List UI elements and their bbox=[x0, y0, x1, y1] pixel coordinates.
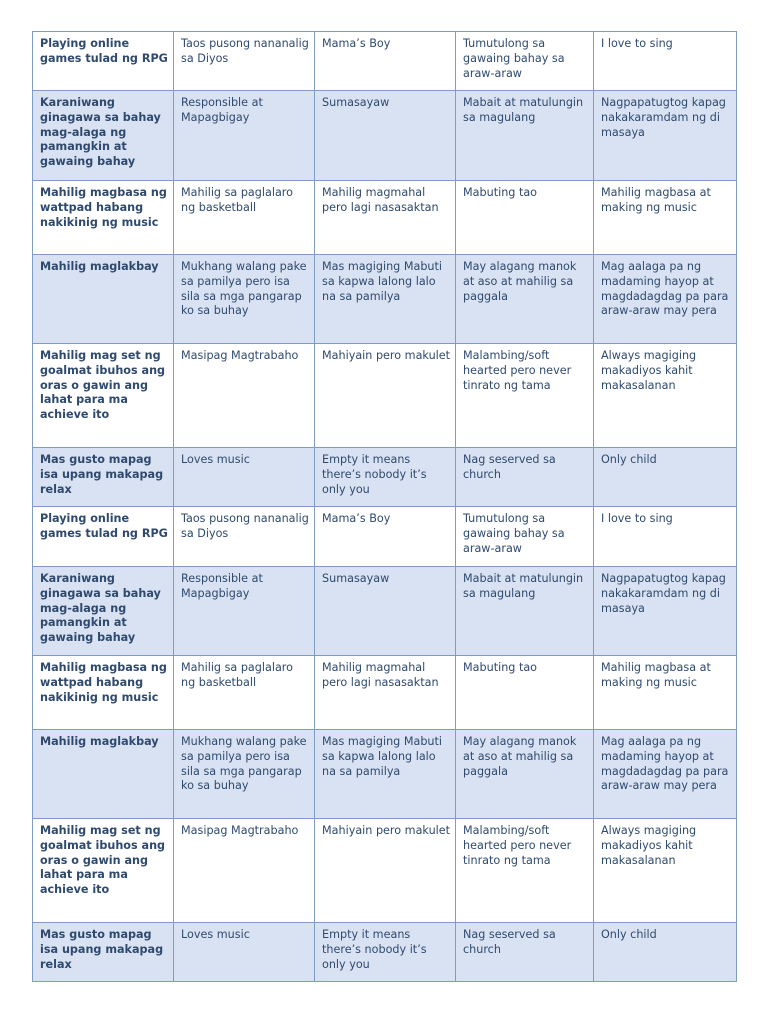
table-cell: Nag seserved sa church bbox=[456, 448, 594, 507]
table-row bbox=[33, 656, 737, 730]
table-cell: Playing online games tulad ng RPG bbox=[33, 507, 174, 567]
table-cell: Tumutulong sa gawaing bahay sa araw-araw bbox=[456, 32, 594, 91]
table-row bbox=[33, 507, 737, 567]
table-cell: Mas gusto mapag isa upang makapag relax bbox=[33, 448, 174, 507]
table-row bbox=[33, 255, 737, 344]
trait-bingo-table bbox=[32, 31, 737, 982]
table-cell: Mabait at matulungin sa magulang bbox=[456, 567, 594, 656]
table-cell: Mas gusto mapag isa upang makapag relax bbox=[33, 923, 174, 982]
table-cell: Mahilig magbasa ng wattpad habang nakikinig ng music bbox=[33, 181, 174, 255]
table-cell: Taos pusong nananalig sa Diyos bbox=[174, 507, 315, 567]
table-cell: Loves music bbox=[174, 923, 315, 982]
table-cell: Taos pusong nananalig sa Diyos bbox=[174, 32, 315, 91]
table-cell: I love to sing bbox=[594, 32, 737, 91]
table-row bbox=[33, 91, 737, 181]
table-cell: Mag aalaga pa ng madaming hayop at magdadagdag pa para araw-araw may pera bbox=[594, 255, 737, 344]
table-cell: Nagpapatugtog kapag nakakaramdam ng di masaya bbox=[594, 91, 737, 181]
table-cell: Nagpapatugtog kapag nakakaramdam ng di masaya bbox=[594, 567, 737, 656]
table-cell: Mahilig magbasa at making ng music bbox=[594, 181, 737, 255]
table-cell: Malambing/soft hearted pero never tinrato ng tama bbox=[456, 344, 594, 448]
table-cell: Mahiyain pero makulet bbox=[315, 344, 456, 448]
table-row bbox=[33, 730, 737, 819]
table-cell: Mas magiging Mabuti sa kapwa lalong lalo na sa pamilya bbox=[315, 255, 456, 344]
table-body bbox=[33, 32, 737, 982]
table-cell: Always magiging makadiyos kahit makasalanan bbox=[594, 819, 737, 923]
table-cell: Mukhang walang pake sa pamilya pero isa sila sa mga pangarap ko sa buhay bbox=[174, 730, 315, 819]
table-cell: Mahilig magbasa ng wattpad habang nakikinig ng music bbox=[33, 656, 174, 730]
table-cell: Mabuting tao bbox=[456, 656, 594, 730]
table-cell: Playing online games tulad ng RPG bbox=[33, 32, 174, 91]
table-cell: Nag seserved sa church bbox=[456, 923, 594, 982]
table-cell: Karaniwang ginagawa sa bahay mag-alaga ng pamangkin at gawaing bahay bbox=[33, 91, 174, 181]
table-cell: Mukhang walang pake sa pamilya pero isa sila sa mga pangarap ko sa buhay bbox=[174, 255, 315, 344]
table-cell: May alagang manok at aso at mahilig sa paggala bbox=[456, 255, 594, 344]
table-cell: Mahilig maglakbay bbox=[33, 255, 174, 344]
table-row bbox=[33, 567, 737, 656]
table-cell: Mahilig sa paglalaro ng basketball bbox=[174, 181, 315, 255]
table-cell: Mahilig sa paglalaro ng basketball bbox=[174, 656, 315, 730]
table-cell: Sumasayaw bbox=[315, 91, 456, 181]
table-cell: I love to sing bbox=[594, 507, 737, 567]
table-cell: Empty it means there’s nobody it’s only you bbox=[315, 923, 456, 982]
table-cell: Only child bbox=[594, 448, 737, 507]
table-cell: Mabuting tao bbox=[456, 181, 594, 255]
table-cell: Mahilig mag set ng goalmat ibuhos ang oras o gawin ang lahat para ma achieve ito bbox=[33, 344, 174, 448]
table-cell: Karaniwang ginagawa sa bahay mag-alaga ng pamangkin at gawaing bahay bbox=[33, 567, 174, 656]
table-cell: Mahiyain pero makulet bbox=[315, 819, 456, 923]
table-cell: Mahilig magmahal pero lagi nasasaktan bbox=[315, 181, 456, 255]
table-cell: Mahilig magmahal pero lagi nasasaktan bbox=[315, 656, 456, 730]
table-cell: Mabait at matulungin sa magulang bbox=[456, 91, 594, 181]
table-cell: Mama’s Boy bbox=[315, 507, 456, 567]
table-cell: Only child bbox=[594, 923, 737, 982]
table-row bbox=[33, 181, 737, 255]
table-row bbox=[33, 448, 737, 507]
table-cell: Mag aalaga pa ng madaming hayop at magdadagdag pa para araw-araw may pera bbox=[594, 730, 737, 819]
table-cell: Mama’s Boy bbox=[315, 32, 456, 91]
table-row bbox=[33, 344, 737, 448]
table-cell: Loves music bbox=[174, 448, 315, 507]
table-row bbox=[33, 819, 737, 923]
table-row bbox=[33, 923, 737, 982]
table-cell: Responsible at Mapagbigay bbox=[174, 91, 315, 181]
table-cell: Tumutulong sa gawaing bahay sa araw-araw bbox=[456, 507, 594, 567]
table-cell: Masipag Magtrabaho bbox=[174, 344, 315, 448]
table-cell: Mahilig magbasa at making ng music bbox=[594, 656, 737, 730]
table-cell: Mas magiging Mabuti sa kapwa lalong lalo na sa pamilya bbox=[315, 730, 456, 819]
table-cell: Empty it means there’s nobody it’s only you bbox=[315, 448, 456, 507]
table-cell: Mahilig maglakbay bbox=[33, 730, 174, 819]
table-cell: Malambing/soft hearted pero never tinrato ng tama bbox=[456, 819, 594, 923]
table-cell: Responsible at Mapagbigay bbox=[174, 567, 315, 656]
table-cell: Always magiging makadiyos kahit makasalanan bbox=[594, 344, 737, 448]
table-cell: Sumasayaw bbox=[315, 567, 456, 656]
table-row bbox=[33, 32, 737, 91]
table-cell: Masipag Magtrabaho bbox=[174, 819, 315, 923]
table-cell: Mahilig mag set ng goalmat ibuhos ang oras o gawin ang lahat para ma achieve ito bbox=[33, 819, 174, 923]
table-cell: May alagang manok at aso at mahilig sa paggala bbox=[456, 730, 594, 819]
